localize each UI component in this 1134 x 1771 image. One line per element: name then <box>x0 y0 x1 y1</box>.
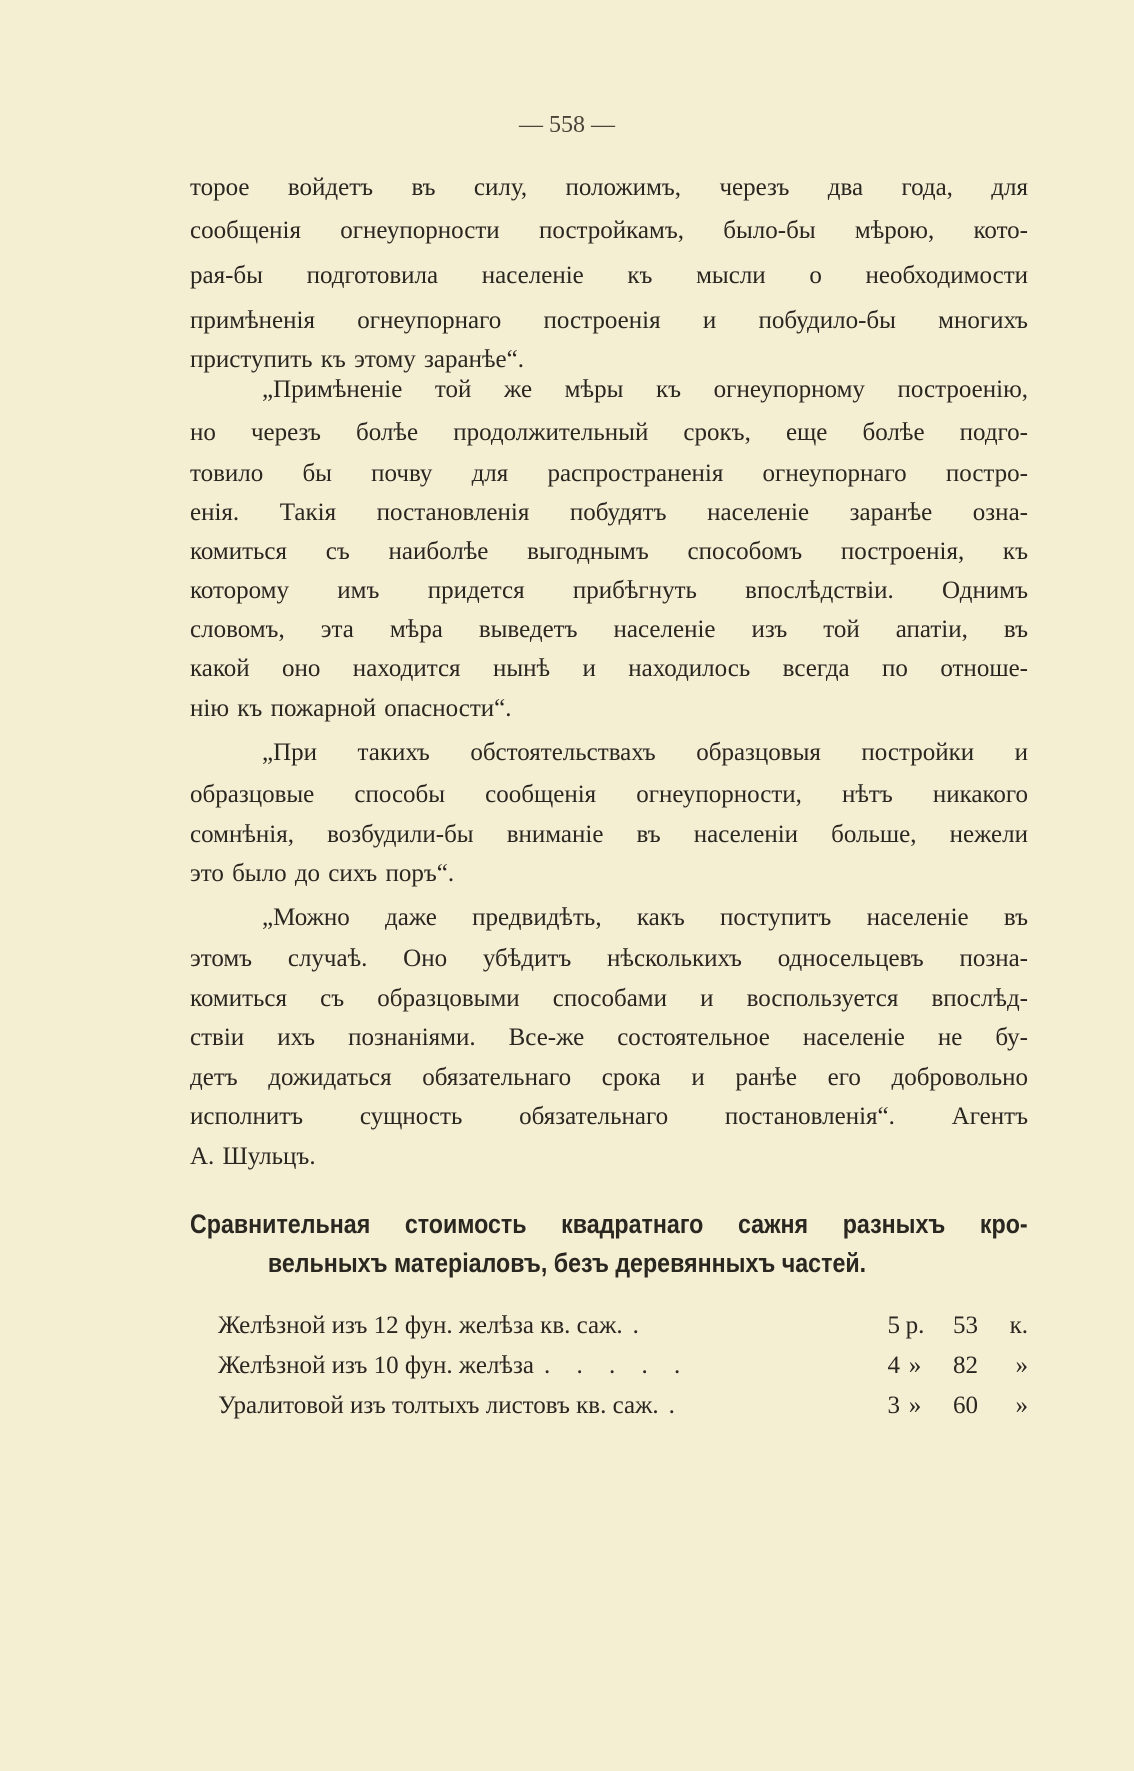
text-line: примѣненія огнеупорнаго построенія и побудило-бы многихъ <box>190 307 1028 334</box>
text-line: детъ дожидаться обязательнаго срока и ранѣе его добровольно <box>190 1064 1028 1091</box>
text-line: образцовые способы сообщенія огнеупорности, нѣтъ никакого <box>190 781 1028 808</box>
kopecks-unit: » <box>1015 1392 1028 1419</box>
text-line: но черезъ болѣе продолжительный срокъ, еще болѣе подго- <box>190 419 1028 446</box>
text-line: это было до сихъ поръ“. <box>190 860 455 887</box>
text-line: „При такихъ обстоятельствахъ образцовыя постройки и <box>262 739 1028 766</box>
text-line: этомъ случаѣ. Оно убѣдитъ нѣсколькихъ односельцевъ позна- <box>190 945 1028 972</box>
text-line: „Примѣненіе той же мѣры къ огнеупорному построенію, <box>262 376 1028 403</box>
rubles: 5 <box>887 1312 900 1339</box>
material-name: Уралитовой изъ толтыхъ листовъ кв. саж. <box>218 1392 659 1419</box>
rubles-unit: » <box>908 1392 922 1419</box>
dot-leader: . <box>632 1312 649 1339</box>
text-line: которому имъ придется прибѣгнуть впослѣдствіи. Однимъ <box>190 577 1028 604</box>
text-line: какой оно находится нынѣ и находилось всегда по отноше- <box>190 655 1028 682</box>
kopecks-unit: » <box>1015 1352 1028 1379</box>
text-line: енія. Такія постановленія побудятъ населеніе заранѣе озна- <box>190 499 1028 526</box>
text-line: А. Шульцъ. <box>190 1143 316 1170</box>
text-line: приступить къ этому заранѣе“. <box>190 346 524 373</box>
material-name: Желѣзной изъ 12 фун. желѣза кв. саж. <box>218 1312 623 1339</box>
text-line: комиться съ образцовыми способами и воспользуется впослѣд- <box>190 985 1028 1012</box>
rubles-unit: р. <box>905 1312 925 1339</box>
text-line: сомнѣнія, возбудили-бы вниманіе въ населеніи больше, нежели <box>190 821 1028 848</box>
text-line: исполнитъ сущность обязательнаго постановленія“. Агентъ <box>190 1103 1028 1130</box>
dot-leader: . <box>668 1392 685 1419</box>
kopecks: 82 <box>953 1352 978 1379</box>
rubles-unit: » <box>908 1352 922 1379</box>
text-line: нію къ пожарной опасности“. <box>190 695 512 722</box>
table-heading-line-1: Сравнительная стоимость квадратнаго сажня разныхъ кро- <box>190 1209 1028 1239</box>
text-line: сообщенія огнеупорности постройкамъ, было-бы мѣрою, кото- <box>190 217 1028 244</box>
rubles: 4 <box>887 1352 900 1379</box>
text-line: ствіи ихъ познаніями. Все-же состоятельное населеніе не бу- <box>190 1024 1028 1051</box>
kopecks-unit: к. <box>1009 1312 1028 1339</box>
page-number: — 558 — <box>519 112 615 138</box>
text-line: комиться съ наиболѣе выгоднымъ способомъ построенія, къ <box>190 538 1028 565</box>
table-heading-line-2: вельныхъ матеріаловъ, безъ деревянныхъ частей. <box>267 1248 867 1278</box>
price-row <box>218 1310 1028 1342</box>
price-row <box>218 1390 1028 1422</box>
text-line: словомъ, эта мѣра выведетъ населеніе изъ той апатіи, въ <box>190 616 1028 643</box>
text-line: товило бы почву для распространенія огнеупорнаго постро- <box>190 460 1028 487</box>
text-line: торое войдетъ въ силу, положимъ, черезъ два года, для <box>190 174 1028 201</box>
text-line: рая-бы подготовила населеніе къ мысли о необходимости <box>190 262 1028 289</box>
price-row <box>218 1350 1028 1382</box>
kopecks: 60 <box>953 1392 978 1419</box>
material-name: Желѣзной изъ 10 фун. желѣза <box>218 1352 534 1379</box>
kopecks: 53 <box>953 1312 978 1339</box>
text-line: „Можно даже предвидѣть, какъ поступитъ населеніе въ <box>262 904 1028 931</box>
rubles: 3 <box>887 1392 900 1419</box>
dot-leader: . . . . . <box>543 1352 691 1379</box>
